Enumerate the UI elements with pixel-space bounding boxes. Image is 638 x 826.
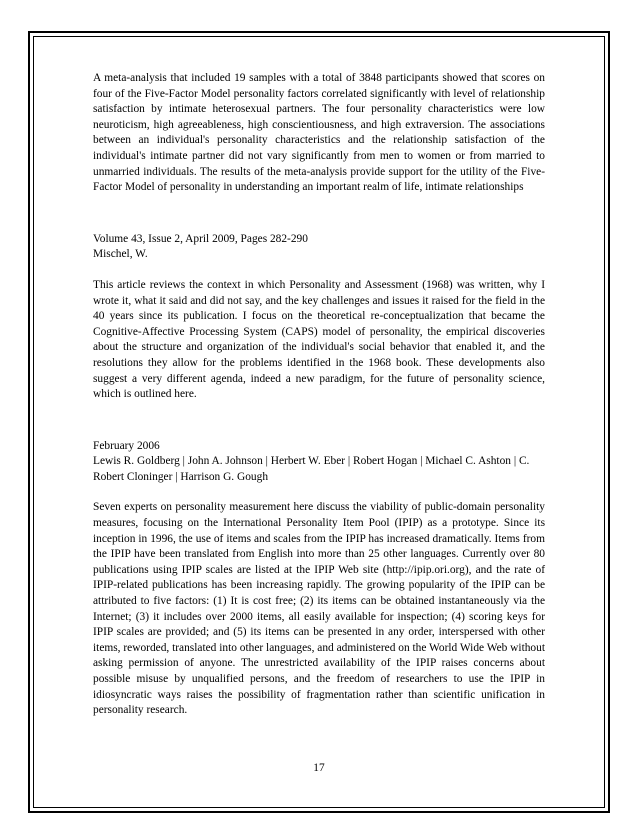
section-1-abstract: A meta-analysis that included 19 samples with a total of 3848 participants showed that scores on four of the Five-Factor Model personality factors correlated significantly with level of relationship satisfaction by intimate heterosexual partners. The four personality characteristics were low neuroticism, high agreeableness, high conscientiousness, and high extraversion. The associations between an individual's personality characteristics and the relationship satisfaction of the individual's intimate partner did not vary significantly from men to women or from married to unmarried individuals. The results of the meta-analysis provide support for the utility of the Five-Factor Model of personality in understanding an important realm of life, intimate relationships	[93, 72, 545, 194]
page-number: 17	[313, 762, 325, 774]
section-3-citation: February 2006	[93, 439, 160, 452]
paragraph-spacer	[93, 263, 545, 278]
section-spacer	[93, 196, 545, 232]
page-content	[93, 71, 545, 719]
paragraph-spacer	[93, 485, 545, 500]
section-2-abstract: This article reviews the context in which Personality and Assessment (1968) was written, why I wrote it, what it said and did not say, and the key challenges and issues it raised for the field in the 40 years since its publication. I focus on the theoretical re-conceptualization that became the Cognitive-Affective Processing System (CAPS) model of personality, the empirical discoveries about the structure and organization of the individual's social behavior that enabled it, and the resolutions they allow for the problems identified in the 1968 book. These developments also suggest a very different agenda, indeed a new paradigm, for the future of personality science, which is outlined here.	[93, 278, 545, 401]
section-2-authors: Mischel, W.	[93, 248, 148, 261]
section-spacer	[93, 403, 545, 439]
section-3-authors: Lewis R. Goldberg | John A. Johnson | Herbert W. Eber | Robert Hogan | Michael C. Ashton | C. Robert Cloninger | Harrison G. Gough	[93, 455, 530, 483]
section-2-header	[93, 232, 545, 263]
section-3-header	[93, 439, 545, 486]
section-2-citation: Volume 43, Issue 2, April 2009, Pages 282-290	[93, 232, 308, 245]
section-3-abstract: Seven experts on personality measurement here discuss the viability of public-domain personality measures, focusing on the International Personality Item Pool (IPIP) as a prototype. Since its inception in 1996, the use of items and scales from the IPIP has increased dramatically. Items from the IPIP have been translated from English into more than 25 other languages. Currently over 80 publications using IPIP scales are listed at the IPIP Web site (http://ipip.ori.org), and the rate of IPIP-related publications has been increasing rapidly. The growing popularity of the IPIP can be attributed to five factors: (1) It is cost free; (2) its items can be obtained instantaneously via the Internet; (3) it includes over 2000 items, all easily available for inspection; (4) scoring keys for IPIP scales are provided; and (5) its items can be presented in any order, interspersed with other items, reworded, translated into other languages, and administered on the World Wide Web without asking permission of anyone. The unrestricted availability of the IPIP raises concerns about possible misuse by unqualified persons, and the freedom of researchers to use the IPIP in idiosyncratic ways raises the possibility of fragmentation rather than scientific unification in personality research.	[93, 501, 545, 717]
